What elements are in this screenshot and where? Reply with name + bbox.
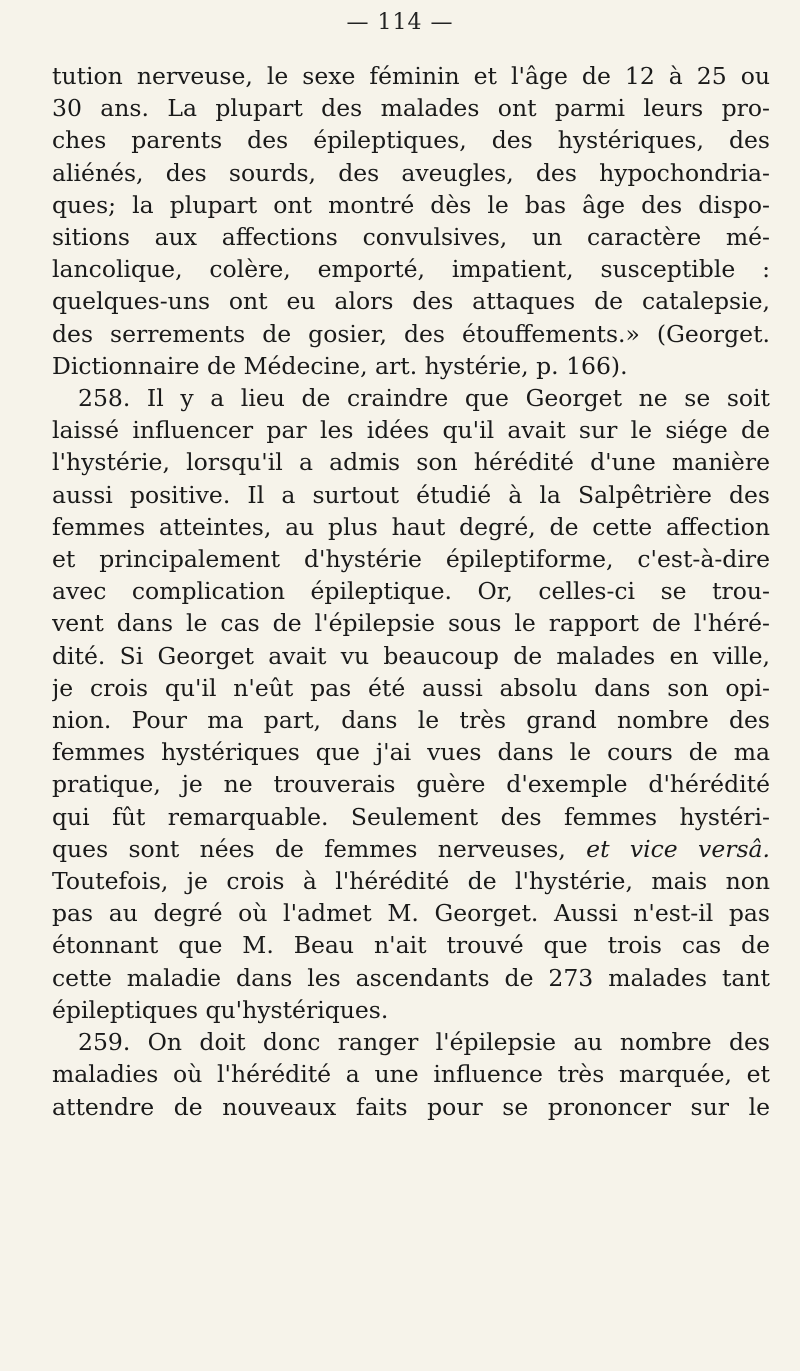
- text-line: étonnant que M. Beau n'ait trouvé que trois cas de: [52, 931, 770, 960]
- text-line: Toutefois, je crois à l'hérédité de l'hystérie, mais non: [52, 867, 770, 896]
- text-line: femmes atteintes, au plus haut degré, de cette affection: [52, 512, 770, 541]
- text-line: ches parents des épileptiques, des hystériques, des: [52, 126, 770, 155]
- text-line: attendre de nouveaux faits pour se prononcer sur le: [52, 1092, 770, 1121]
- text-line: des serrements de gosier, des étouffements.» (Georget.: [52, 319, 770, 348]
- text-line: qui fût remarquable. Seulement des femmes hystéri-: [52, 802, 770, 831]
- text-line: 259. On doit donc ranger l'épilepsie au nombre des: [78, 1028, 770, 1057]
- text-line: Dictionnaire de Médecine, art. hystérie, p. 166).: [52, 351, 628, 380]
- text-line: pas au degré où l'admet M. Georget. Aussi n'est-il pas: [52, 899, 770, 928]
- text-line: nion. Pour ma part, dans le très grand nombre des: [52, 706, 770, 735]
- text-line: quelques-uns ont eu alors des attaques de catalepsie,: [52, 287, 770, 316]
- text-line: vent dans le cas de l'épilepsie sous le rapport de l'héré-: [52, 609, 770, 638]
- text-line: l'hystérie, lorsqu'il a admis son hérédité d'une manière: [52, 448, 770, 477]
- text-line: tution nerveuse, le sexe féminin et l'âge de 12 à 25 ou: [52, 62, 770, 90]
- text-line: avec complication épileptique. Or, celles-ci se trou-: [52, 577, 770, 606]
- text-line: et principalement d'hystérie épileptiforme, c'est-à-dire: [52, 545, 770, 574]
- text-line: sitions aux affections convulsives, un caractère mé-: [52, 223, 770, 252]
- text-line: 30 ans. La plupart des malades ont parmi leurs pro-: [52, 94, 770, 123]
- text-line: dité. Si Georget avait vu beaucoup de malades en ville,: [52, 641, 770, 670]
- text-line: maladies où l'hérédité a une influence très marquée, et: [52, 1060, 770, 1089]
- text-line: laissé influencer par les idées qu'il avait sur le siége de: [52, 416, 770, 445]
- text-line: femmes hystériques que j'ai vues dans le cours de ma: [52, 738, 770, 767]
- text-line: je crois qu'il n'eût pas été aussi absolu dans son opi-: [52, 673, 770, 702]
- text-line: cette maladie dans les ascendants de 273 malades tant: [52, 963, 770, 992]
- text-line: ques; la plupart ont montré dès le bas âge des dispo-: [52, 190, 770, 219]
- text-line: 258. Il y a lieu de craindre que Georget ne se soit: [78, 384, 770, 413]
- text-line-italic: et vice versâ.: [586, 834, 770, 863]
- text-line: lancolique, colère, emporté, impatient, susceptible :: [52, 255, 770, 284]
- text-line: épileptiques qu'hystériques.: [52, 995, 389, 1024]
- text-line-roman: ques sont nées de femmes nerveuses,: [52, 834, 587, 863]
- text-line: pratique, je ne trouverais guère d'exemple d'hérédité: [52, 770, 770, 799]
- page-number: — 114 —: [346, 10, 454, 35]
- text-line: aussi positive. Il a surtout étudié à la Salpêtrière des: [52, 480, 770, 509]
- body-text: [52, 60, 770, 1123]
- text-line: [52, 833, 770, 865]
- text-line: aliénés, des sourds, des aveugles, des hypochondria-: [52, 158, 770, 187]
